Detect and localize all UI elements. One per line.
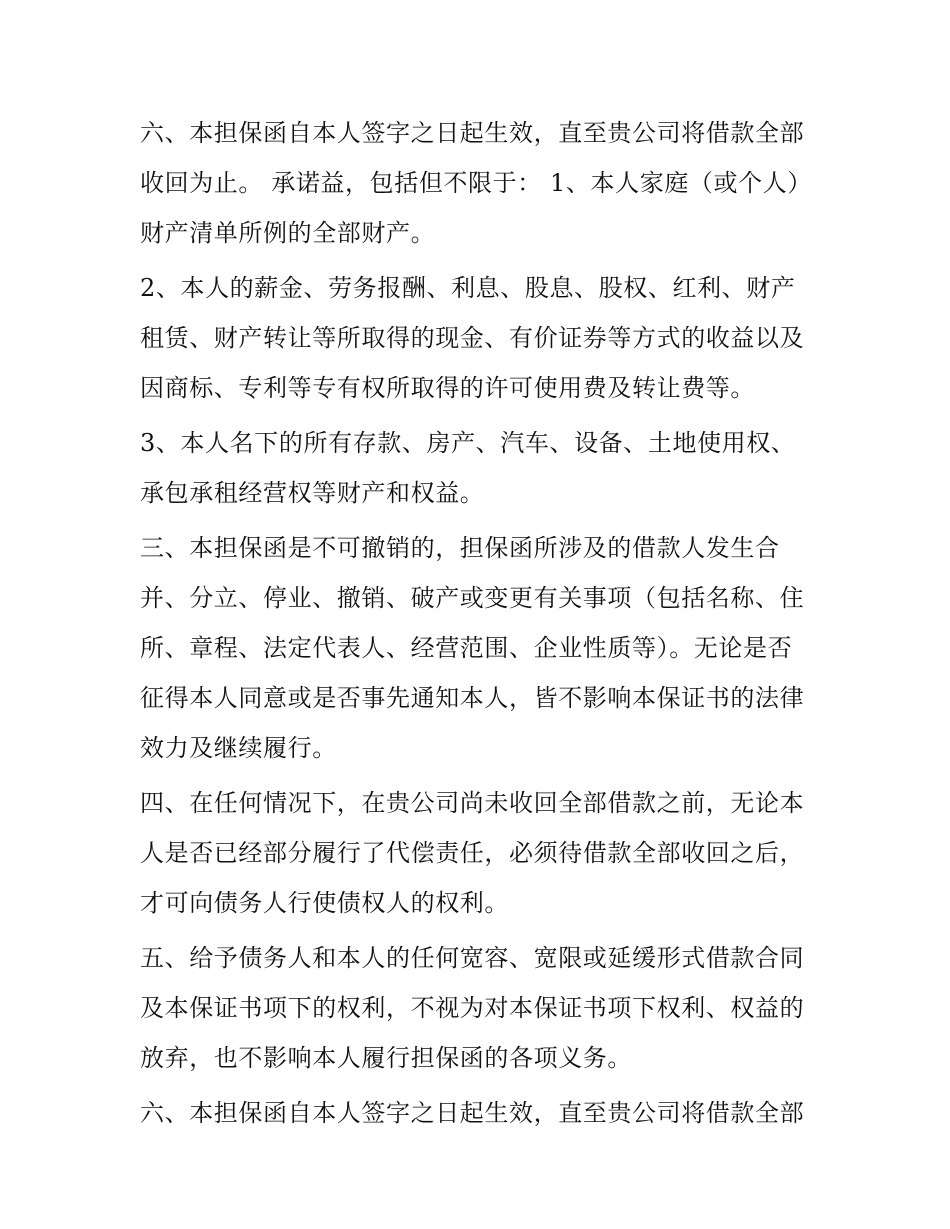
document-body	[140, 108, 830, 1143]
text-line: 因商标、专利等专有权所取得的许可使用费及转让费等。	[140, 374, 755, 402]
text-line: 五、给予债务人和本人的任何宽容、宽限或延缓形式借款合同	[140, 944, 805, 972]
paragraph-5	[140, 933, 830, 1083]
text-line: 才可向债务人行使债权人的权利。	[140, 889, 509, 917]
text-line: 放弃，也不影响本人履行担保函的各项义务。	[140, 1044, 632, 1072]
text-line: 并、分立、停业、撤销、破产或变更有关事项（包括名称、住	[140, 584, 805, 612]
paragraph-6-last	[140, 1088, 830, 1138]
text-line: 人是否已经部分履行了代偿责任，必须待借款全部收回之后，	[140, 839, 805, 867]
text-line: 收回为止。 承诺益，包括但不限于： 1、本人家庭（或个人）	[140, 169, 812, 197]
text-line: 及本保证书项下的权利，不视为对本保证书项下权利、权益的	[140, 994, 805, 1022]
text-line: 3、本人名下的所有存款、房产、汽车、设备、土地使用权、	[140, 429, 796, 457]
text-line: 征得本人同意或是否事先通知本人，皆不影响本保证书的法律	[140, 684, 805, 712]
paragraph-item-3	[140, 418, 830, 518]
text-line: 四、在任何情况下，在贵公司尚未收回全部借款之前，无论本	[140, 789, 805, 817]
text-line: 财产清单所例的全部财产。	[140, 219, 436, 247]
paragraph-3	[140, 523, 830, 773]
text-line: 所、章程、法定代表人、经营范围、企业性质等）。无论是否	[140, 634, 793, 662]
text-line: 效力及继续履行。	[140, 734, 337, 762]
paragraph-item-2	[140, 263, 830, 413]
text-line: 六、本担保函自本人签字之日起生效，直至贵公司将借款全部	[140, 119, 805, 147]
paragraph-6-first	[140, 108, 830, 258]
text-line: 三、本担保函是不可撤销的，担保函所涉及的借款人发生合	[140, 534, 780, 562]
paragraph-4	[140, 778, 830, 928]
text-line: 承包承租经营权等财产和权益。	[140, 479, 485, 507]
text-line: 租赁、财产转让等所取得的现金、有价证券等方式的收益以及	[140, 324, 805, 352]
text-line: 六、本担保函自本人签字之日起生效，直至贵公司将借款全部	[140, 1099, 805, 1127]
text-line: 2、本人的薪金、劳务报酬、利息、股息、股权、红利、财产	[140, 274, 796, 302]
